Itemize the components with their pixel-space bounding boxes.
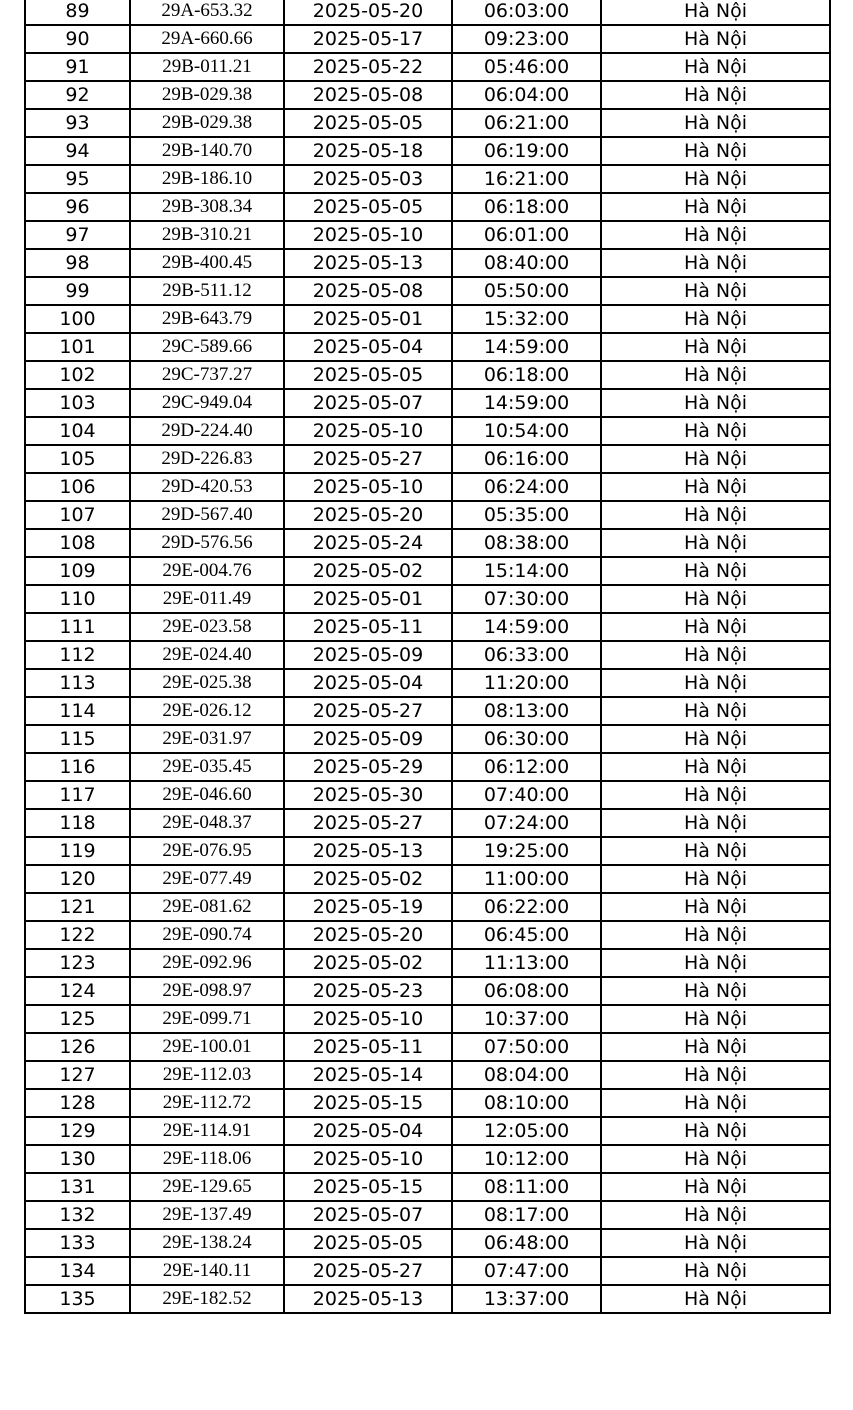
violation-time-cell: 12:05:00 bbox=[452, 1117, 601, 1145]
violation-date-cell: 2025-05-23 bbox=[284, 977, 452, 1005]
table-row bbox=[25, 1145, 830, 1173]
location-cell: Hà Nội bbox=[601, 1201, 830, 1229]
violation-time-cell: 06:30:00 bbox=[452, 725, 601, 753]
table-row bbox=[25, 641, 830, 669]
license-plate-cell: 29E-137.49 bbox=[130, 1201, 284, 1229]
license-plate-cell: 29E-046.60 bbox=[130, 781, 284, 809]
violation-time-cell: 14:59:00 bbox=[452, 613, 601, 641]
license-plate-cell: 29E-048.37 bbox=[130, 809, 284, 837]
location-cell: Hà Nội bbox=[601, 613, 830, 641]
violation-date-cell: 2025-05-04 bbox=[284, 1117, 452, 1145]
row-number-cell: 110 bbox=[25, 585, 130, 613]
row-number-cell: 100 bbox=[25, 305, 130, 333]
location-cell: Hà Nội bbox=[601, 1061, 830, 1089]
violation-time-cell: 06:08:00 bbox=[452, 977, 601, 1005]
location-cell: Hà Nội bbox=[601, 697, 830, 725]
row-number-cell: 131 bbox=[25, 1173, 130, 1201]
violation-time-cell: 11:20:00 bbox=[452, 669, 601, 697]
location-cell: Hà Nội bbox=[601, 809, 830, 837]
location-cell: Hà Nội bbox=[601, 1117, 830, 1145]
table-row bbox=[25, 501, 830, 529]
table-row bbox=[25, 921, 830, 949]
license-plate-cell: 29B-011.21 bbox=[130, 53, 284, 81]
violation-date-cell: 2025-05-27 bbox=[284, 809, 452, 837]
row-number-cell: 120 bbox=[25, 865, 130, 893]
location-cell: Hà Nội bbox=[601, 529, 830, 557]
row-number-cell: 92 bbox=[25, 81, 130, 109]
location-cell: Hà Nội bbox=[601, 641, 830, 669]
violation-date-cell: 2025-05-27 bbox=[284, 1257, 452, 1285]
violation-date-cell: 2025-05-05 bbox=[284, 361, 452, 389]
license-plate-cell: 29E-035.45 bbox=[130, 753, 284, 781]
location-cell: Hà Nội bbox=[601, 557, 830, 585]
violation-time-cell: 08:17:00 bbox=[452, 1201, 601, 1229]
violation-time-cell: 06:03:00 bbox=[452, 0, 601, 25]
location-cell: Hà Nội bbox=[601, 137, 830, 165]
location-cell: Hà Nội bbox=[601, 81, 830, 109]
violation-date-cell: 2025-05-17 bbox=[284, 25, 452, 53]
row-number-cell: 117 bbox=[25, 781, 130, 809]
row-number-cell: 101 bbox=[25, 333, 130, 361]
violation-date-cell: 2025-05-07 bbox=[284, 1201, 452, 1229]
license-plate-cell: 29E-031.97 bbox=[130, 725, 284, 753]
violation-date-cell: 2025-05-05 bbox=[284, 1229, 452, 1257]
violation-time-cell: 08:11:00 bbox=[452, 1173, 601, 1201]
violation-date-cell: 2025-05-13 bbox=[284, 1285, 452, 1313]
violation-time-cell: 11:00:00 bbox=[452, 865, 601, 893]
table-row bbox=[25, 473, 830, 501]
violation-date-cell: 2025-05-15 bbox=[284, 1173, 452, 1201]
violation-date-cell: 2025-05-09 bbox=[284, 641, 452, 669]
row-number-cell: 121 bbox=[25, 893, 130, 921]
row-number-cell: 93 bbox=[25, 109, 130, 137]
violation-date-cell: 2025-05-10 bbox=[284, 1005, 452, 1033]
location-cell: Hà Nội bbox=[601, 1033, 830, 1061]
location-cell: Hà Nội bbox=[601, 1089, 830, 1117]
table-row bbox=[25, 781, 830, 809]
violation-time-cell: 07:40:00 bbox=[452, 781, 601, 809]
license-plate-cell: 29E-090.74 bbox=[130, 921, 284, 949]
violation-time-cell: 08:40:00 bbox=[452, 249, 601, 277]
license-plate-cell: 29A-660.66 bbox=[130, 25, 284, 53]
row-number-cell: 128 bbox=[25, 1089, 130, 1117]
row-number-cell: 109 bbox=[25, 557, 130, 585]
violation-time-cell: 06:21:00 bbox=[452, 109, 601, 137]
table-row bbox=[25, 81, 830, 109]
violation-date-cell: 2025-05-11 bbox=[284, 613, 452, 641]
location-cell: Hà Nội bbox=[601, 0, 830, 25]
violation-time-cell: 10:37:00 bbox=[452, 1005, 601, 1033]
license-plate-cell: 29B-310.21 bbox=[130, 221, 284, 249]
license-plate-cell: 29E-112.03 bbox=[130, 1061, 284, 1089]
violation-date-cell: 2025-05-05 bbox=[284, 109, 452, 137]
license-plate-cell: 29E-024.40 bbox=[130, 641, 284, 669]
table-row bbox=[25, 949, 830, 977]
license-plate-cell: 29E-118.06 bbox=[130, 1145, 284, 1173]
violation-time-cell: 06:48:00 bbox=[452, 1229, 601, 1257]
table-row bbox=[25, 1089, 830, 1117]
table-row bbox=[25, 361, 830, 389]
row-number-cell: 125 bbox=[25, 1005, 130, 1033]
table-row bbox=[25, 865, 830, 893]
violation-date-cell: 2025-05-10 bbox=[284, 417, 452, 445]
violation-date-cell: 2025-05-29 bbox=[284, 753, 452, 781]
row-number-cell: 91 bbox=[25, 53, 130, 81]
row-number-cell: 127 bbox=[25, 1061, 130, 1089]
location-cell: Hà Nội bbox=[601, 585, 830, 613]
violation-time-cell: 06:45:00 bbox=[452, 921, 601, 949]
license-plate-cell: 29E-129.65 bbox=[130, 1173, 284, 1201]
table-row bbox=[25, 109, 830, 137]
license-plate-cell: 29E-081.62 bbox=[130, 893, 284, 921]
location-cell: Hà Nội bbox=[601, 725, 830, 753]
violation-date-cell: 2025-05-04 bbox=[284, 333, 452, 361]
table-row bbox=[25, 557, 830, 585]
row-number-cell: 129 bbox=[25, 1117, 130, 1145]
row-number-cell: 122 bbox=[25, 921, 130, 949]
location-cell: Hà Nội bbox=[601, 1285, 830, 1313]
location-cell: Hà Nội bbox=[601, 501, 830, 529]
violation-time-cell: 10:54:00 bbox=[452, 417, 601, 445]
table-row bbox=[25, 193, 830, 221]
row-number-cell: 106 bbox=[25, 473, 130, 501]
license-plate-cell: 29D-576.56 bbox=[130, 529, 284, 557]
violation-date-cell: 2025-05-19 bbox=[284, 893, 452, 921]
violation-date-cell: 2025-05-01 bbox=[284, 585, 452, 613]
row-number-cell: 134 bbox=[25, 1257, 130, 1285]
table-row bbox=[25, 221, 830, 249]
violation-date-cell: 2025-05-10 bbox=[284, 221, 452, 249]
location-cell: Hà Nội bbox=[601, 1257, 830, 1285]
location-cell: Hà Nội bbox=[601, 669, 830, 697]
license-plate-cell: 29E-098.97 bbox=[130, 977, 284, 1005]
license-plate-cell: 29E-182.52 bbox=[130, 1285, 284, 1313]
violation-date-cell: 2025-05-02 bbox=[284, 865, 452, 893]
location-cell: Hà Nội bbox=[601, 1173, 830, 1201]
row-number-cell: 90 bbox=[25, 25, 130, 53]
violation-date-cell: 2025-05-13 bbox=[284, 837, 452, 865]
location-cell: Hà Nội bbox=[601, 277, 830, 305]
table-row bbox=[25, 25, 830, 53]
violation-time-cell: 11:13:00 bbox=[452, 949, 601, 977]
license-plate-cell: 29C-737.27 bbox=[130, 361, 284, 389]
license-plate-cell: 29B-186.10 bbox=[130, 165, 284, 193]
table-row bbox=[25, 417, 830, 445]
violation-date-cell: 2025-05-15 bbox=[284, 1089, 452, 1117]
table-row bbox=[25, 669, 830, 697]
violation-date-cell: 2025-05-27 bbox=[284, 697, 452, 725]
table-row bbox=[25, 893, 830, 921]
violation-date-cell: 2025-05-02 bbox=[284, 557, 452, 585]
table-row bbox=[25, 165, 830, 193]
license-plate-cell: 29E-076.95 bbox=[130, 837, 284, 865]
violation-time-cell: 06:04:00 bbox=[452, 81, 601, 109]
location-cell: Hà Nội bbox=[601, 445, 830, 473]
table-row bbox=[25, 837, 830, 865]
violation-time-cell: 07:30:00 bbox=[452, 585, 601, 613]
row-number-cell: 119 bbox=[25, 837, 130, 865]
license-plate-cell: 29B-643.79 bbox=[130, 305, 284, 333]
location-cell: Hà Nội bbox=[601, 361, 830, 389]
row-number-cell: 95 bbox=[25, 165, 130, 193]
table-body bbox=[25, 0, 830, 1313]
row-number-cell: 118 bbox=[25, 809, 130, 837]
table-row bbox=[25, 809, 830, 837]
violation-time-cell: 15:32:00 bbox=[452, 305, 601, 333]
table-row bbox=[25, 753, 830, 781]
violation-time-cell: 06:12:00 bbox=[452, 753, 601, 781]
license-plate-cell: 29E-077.49 bbox=[130, 865, 284, 893]
license-plate-cell: 29B-511.12 bbox=[130, 277, 284, 305]
violation-time-cell: 05:50:00 bbox=[452, 277, 601, 305]
violation-time-cell: 08:38:00 bbox=[452, 529, 601, 557]
table-row bbox=[25, 1173, 830, 1201]
license-plate-cell: 29D-224.40 bbox=[130, 417, 284, 445]
violation-time-cell: 06:33:00 bbox=[452, 641, 601, 669]
violation-time-cell: 15:14:00 bbox=[452, 557, 601, 585]
license-plate-cell: 29C-589.66 bbox=[130, 333, 284, 361]
violation-time-cell: 06:01:00 bbox=[452, 221, 601, 249]
violation-date-cell: 2025-05-18 bbox=[284, 137, 452, 165]
row-number-cell: 116 bbox=[25, 753, 130, 781]
violation-date-cell: 2025-05-05 bbox=[284, 193, 452, 221]
row-number-cell: 126 bbox=[25, 1033, 130, 1061]
row-number-cell: 99 bbox=[25, 277, 130, 305]
table-row bbox=[25, 977, 830, 1005]
table-row bbox=[25, 277, 830, 305]
violation-date-cell: 2025-05-20 bbox=[284, 501, 452, 529]
row-number-cell: 103 bbox=[25, 389, 130, 417]
violation-table bbox=[24, 0, 831, 1314]
license-plate-cell: 29E-114.91 bbox=[130, 1117, 284, 1145]
location-cell: Hà Nội bbox=[601, 193, 830, 221]
violation-date-cell: 2025-05-04 bbox=[284, 669, 452, 697]
location-cell: Hà Nội bbox=[601, 53, 830, 81]
table-row bbox=[25, 53, 830, 81]
violation-date-cell: 2025-05-01 bbox=[284, 305, 452, 333]
license-plate-cell: 29E-011.49 bbox=[130, 585, 284, 613]
license-plate-cell: 29B-308.34 bbox=[130, 193, 284, 221]
row-number-cell: 114 bbox=[25, 697, 130, 725]
violation-time-cell: 08:04:00 bbox=[452, 1061, 601, 1089]
row-number-cell: 113 bbox=[25, 669, 130, 697]
violation-time-cell: 06:16:00 bbox=[452, 445, 601, 473]
license-plate-cell: 29E-099.71 bbox=[130, 1005, 284, 1033]
row-number-cell: 108 bbox=[25, 529, 130, 557]
license-plate-cell: 29B-029.38 bbox=[130, 81, 284, 109]
license-plate-cell: 29A-653.32 bbox=[130, 0, 284, 25]
license-plate-cell: 29E-004.76 bbox=[130, 557, 284, 585]
license-plate-cell: 29B-400.45 bbox=[130, 249, 284, 277]
license-plate-cell: 29E-138.24 bbox=[130, 1229, 284, 1257]
violation-time-cell: 07:50:00 bbox=[452, 1033, 601, 1061]
violation-date-cell: 2025-05-24 bbox=[284, 529, 452, 557]
license-plate-cell: 29E-025.38 bbox=[130, 669, 284, 697]
violation-date-cell: 2025-05-20 bbox=[284, 921, 452, 949]
license-plate-cell: 29C-949.04 bbox=[130, 389, 284, 417]
row-number-cell: 102 bbox=[25, 361, 130, 389]
table-row bbox=[25, 1257, 830, 1285]
license-plate-cell: 29E-140.11 bbox=[130, 1257, 284, 1285]
table-row bbox=[25, 249, 830, 277]
violation-time-cell: 06:22:00 bbox=[452, 893, 601, 921]
violation-time-cell: 06:19:00 bbox=[452, 137, 601, 165]
violation-time-cell: 14:59:00 bbox=[452, 389, 601, 417]
location-cell: Hà Nội bbox=[601, 165, 830, 193]
table-row bbox=[25, 725, 830, 753]
location-cell: Hà Nội bbox=[601, 865, 830, 893]
row-number-cell: 132 bbox=[25, 1201, 130, 1229]
row-number-cell: 133 bbox=[25, 1229, 130, 1257]
table-row bbox=[25, 1201, 830, 1229]
row-number-cell: 94 bbox=[25, 137, 130, 165]
violation-time-cell: 08:13:00 bbox=[452, 697, 601, 725]
location-cell: Hà Nội bbox=[601, 753, 830, 781]
row-number-cell: 104 bbox=[25, 417, 130, 445]
license-plate-cell: 29E-023.58 bbox=[130, 613, 284, 641]
violation-date-cell: 2025-05-09 bbox=[284, 725, 452, 753]
violation-time-cell: 05:46:00 bbox=[452, 53, 601, 81]
row-number-cell: 130 bbox=[25, 1145, 130, 1173]
table-row bbox=[25, 1285, 830, 1313]
license-plate-cell: 29D-420.53 bbox=[130, 473, 284, 501]
location-cell: Hà Nội bbox=[601, 417, 830, 445]
violation-date-cell: 2025-05-30 bbox=[284, 781, 452, 809]
violation-date-cell: 2025-05-20 bbox=[284, 0, 452, 25]
violation-date-cell: 2025-05-03 bbox=[284, 165, 452, 193]
row-number-cell: 89 bbox=[25, 0, 130, 25]
location-cell: Hà Nội bbox=[601, 389, 830, 417]
table-row bbox=[25, 697, 830, 725]
license-plate-cell: 29E-026.12 bbox=[130, 697, 284, 725]
location-cell: Hà Nội bbox=[601, 1229, 830, 1257]
table-row bbox=[25, 1117, 830, 1145]
violation-date-cell: 2025-05-02 bbox=[284, 949, 452, 977]
violation-time-cell: 19:25:00 bbox=[452, 837, 601, 865]
row-number-cell: 96 bbox=[25, 193, 130, 221]
location-cell: Hà Nội bbox=[601, 1005, 830, 1033]
violation-time-cell: 06:24:00 bbox=[452, 473, 601, 501]
row-number-cell: 124 bbox=[25, 977, 130, 1005]
row-number-cell: 112 bbox=[25, 641, 130, 669]
license-plate-cell: 29E-092.96 bbox=[130, 949, 284, 977]
license-plate-cell: 29B-140.70 bbox=[130, 137, 284, 165]
row-number-cell: 111 bbox=[25, 613, 130, 641]
violation-time-cell: 07:47:00 bbox=[452, 1257, 601, 1285]
location-cell: Hà Nội bbox=[601, 473, 830, 501]
violation-date-cell: 2025-05-14 bbox=[284, 1061, 452, 1089]
violation-time-cell: 14:59:00 bbox=[452, 333, 601, 361]
table-row bbox=[25, 389, 830, 417]
location-cell: Hà Nội bbox=[601, 781, 830, 809]
location-cell: Hà Nội bbox=[601, 1145, 830, 1173]
table-row bbox=[25, 0, 830, 25]
violation-time-cell: 09:23:00 bbox=[452, 25, 601, 53]
violation-time-cell: 06:18:00 bbox=[452, 361, 601, 389]
license-plate-cell: 29E-112.72 bbox=[130, 1089, 284, 1117]
location-cell: Hà Nội bbox=[601, 977, 830, 1005]
violation-date-cell: 2025-05-07 bbox=[284, 389, 452, 417]
violation-time-cell: 06:18:00 bbox=[452, 193, 601, 221]
row-number-cell: 105 bbox=[25, 445, 130, 473]
location-cell: Hà Nội bbox=[601, 109, 830, 137]
violation-time-cell: 16:21:00 bbox=[452, 165, 601, 193]
location-cell: Hà Nội bbox=[601, 837, 830, 865]
location-cell: Hà Nội bbox=[601, 949, 830, 977]
location-cell: Hà Nội bbox=[601, 893, 830, 921]
location-cell: Hà Nội bbox=[601, 333, 830, 361]
row-number-cell: 98 bbox=[25, 249, 130, 277]
license-plate-cell: 29D-567.40 bbox=[130, 501, 284, 529]
table-row bbox=[25, 1061, 830, 1089]
table-row bbox=[25, 305, 830, 333]
location-cell: Hà Nội bbox=[601, 921, 830, 949]
license-plate-cell: 29E-100.01 bbox=[130, 1033, 284, 1061]
table-row bbox=[25, 1229, 830, 1257]
table-row bbox=[25, 333, 830, 361]
table-row bbox=[25, 529, 830, 557]
violation-time-cell: 08:10:00 bbox=[452, 1089, 601, 1117]
row-number-cell: 135 bbox=[25, 1285, 130, 1313]
violation-date-cell: 2025-05-27 bbox=[284, 445, 452, 473]
table-row bbox=[25, 613, 830, 641]
row-number-cell: 107 bbox=[25, 501, 130, 529]
row-number-cell: 115 bbox=[25, 725, 130, 753]
table-row bbox=[25, 445, 830, 473]
location-cell: Hà Nội bbox=[601, 249, 830, 277]
license-plate-cell: 29B-029.38 bbox=[130, 109, 284, 137]
violation-date-cell: 2025-05-10 bbox=[284, 1145, 452, 1173]
license-plate-cell: 29D-226.83 bbox=[130, 445, 284, 473]
table-row bbox=[25, 1033, 830, 1061]
violation-date-cell: 2025-05-08 bbox=[284, 277, 452, 305]
location-cell: Hà Nội bbox=[601, 25, 830, 53]
location-cell: Hà Nội bbox=[601, 221, 830, 249]
violation-date-cell: 2025-05-10 bbox=[284, 473, 452, 501]
table-row bbox=[25, 1005, 830, 1033]
table-row bbox=[25, 137, 830, 165]
violation-time-cell: 10:12:00 bbox=[452, 1145, 601, 1173]
violation-date-cell: 2025-05-22 bbox=[284, 53, 452, 81]
violation-date-cell: 2025-05-13 bbox=[284, 249, 452, 277]
violation-date-cell: 2025-05-08 bbox=[284, 81, 452, 109]
table-row bbox=[25, 585, 830, 613]
violation-time-cell: 13:37:00 bbox=[452, 1285, 601, 1313]
row-number-cell: 97 bbox=[25, 221, 130, 249]
violation-time-cell: 07:24:00 bbox=[452, 809, 601, 837]
violation-date-cell: 2025-05-11 bbox=[284, 1033, 452, 1061]
location-cell: Hà Nội bbox=[601, 305, 830, 333]
row-number-cell: 123 bbox=[25, 949, 130, 977]
violation-time-cell: 05:35:00 bbox=[452, 501, 601, 529]
